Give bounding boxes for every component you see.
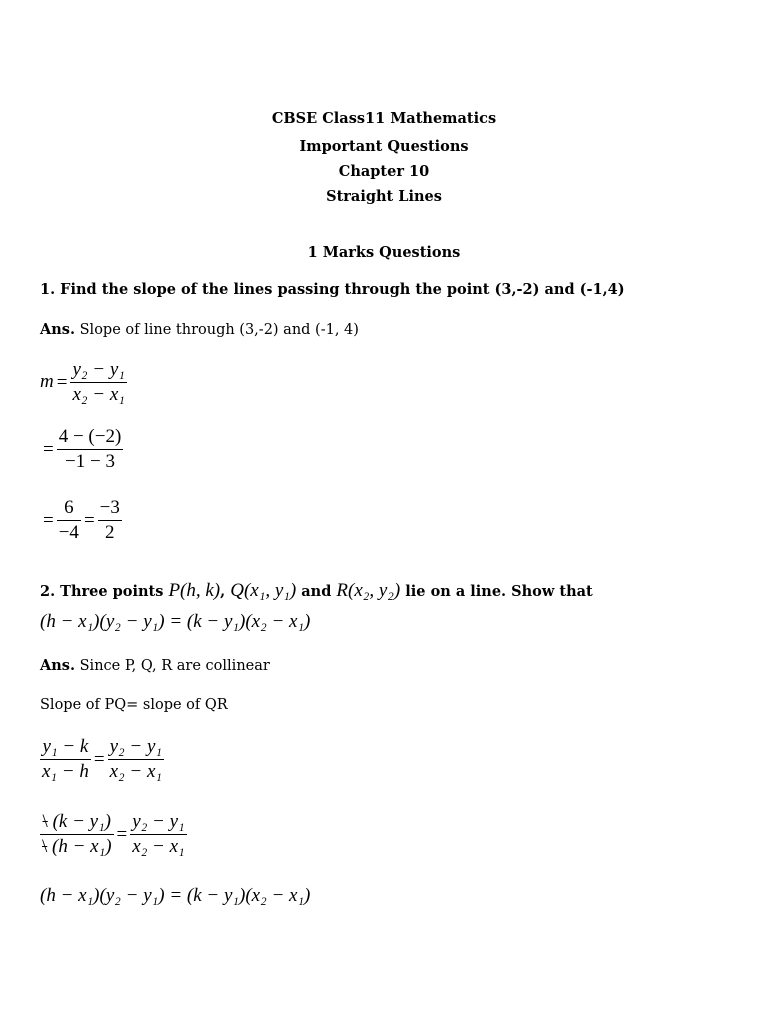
q2-result: (h − x₁)(y₂ − y₁) = (k − y₁)(x₂ − x₁) bbox=[40, 885, 311, 906]
slope-symbol: m bbox=[40, 370, 54, 392]
fraction: $\frac{4 - (-2)}{-1 - 3}$ bbox=[58, 426, 122, 472]
question-1: 1. Find the slope of the lines passing through the point (3,-2) and (-1,4) bbox=[40, 281, 625, 298]
fraction: $\frac{\text{\textbackslash{} (k − y₁)}}{\text{\textbackslash{} (h − x₁)}}$ bbox=[42, 811, 112, 857]
answer-2-intro bbox=[40, 657, 270, 674]
q1-step-2: = $\frac{4 - (-2)}{-1 - 3}$ bbox=[43, 426, 122, 472]
q2-step-1: $\frac{\text{y₁ − k}}{\text{x₁ − h}}$ = $\frac{\text{y₂ − y₁}}{\text{x₂ − x₁}}$ bbox=[42, 736, 162, 782]
chapter-label: Chapter 10 bbox=[338, 163, 430, 180]
q2-to-show: (h − x₁)(y₂ − y₁) = (k − y₁)(x₂ − x₁) bbox=[40, 611, 311, 632]
topic-label: Straight Lines bbox=[326, 188, 442, 205]
q1-step-1: m = $\frac{\text{y₂ − y₁}}{\text{x₂ − x₁}}$ bbox=[40, 359, 125, 405]
section-heading: 1 Marks Questions bbox=[307, 244, 461, 261]
fraction: $\frac{6}{-4}$ bbox=[58, 497, 79, 543]
point-q: Q(x₁, y₁) bbox=[230, 580, 297, 601]
q2-step-2: $\frac{\text{\textbackslash{} (k − y₁)}}{\text{\textbackslash{} (h − x₁)}}$ = $\frac{\text{y₂ − y₁}}{\text{x₂ − x₁}}$ bbox=[42, 811, 185, 857]
answer-1-intro bbox=[40, 321, 359, 338]
q1-step-3: = $\frac{6}{-4}$ = $\frac{-3}{2}$ bbox=[43, 497, 120, 543]
answer-text: Slope of line through (3,-2) and (-1, 4) bbox=[75, 322, 359, 338]
fraction: $\frac{\text{y₁ − k}}{\text{x₁ − h}}$ bbox=[42, 736, 89, 782]
doc-subtitle: Important Questions bbox=[299, 138, 469, 155]
answer-label: Ans. bbox=[40, 657, 76, 674]
answer-text: Since P, Q, R are collinear bbox=[75, 658, 270, 674]
question-2: 2. Three points P(h, k), Q(x₁, y₁) and R(x₂, y₂) lie on a line. Show that bbox=[40, 580, 593, 601]
slope-equality: Slope of PQ= slope of QR bbox=[40, 697, 228, 713]
point-r: R(x₂, y₂) bbox=[336, 580, 401, 601]
cancel-mark-icon: \ bbox=[42, 811, 48, 832]
fraction: $\frac{\text{y₂ − y₁}}{\text{x₂ − x₁}}$ bbox=[72, 359, 125, 405]
fraction: $\frac{-3}{2}$ bbox=[99, 497, 120, 543]
answer-label: Ans. bbox=[40, 321, 76, 338]
fraction: $\frac{\text{y₂ − y₁}}{\text{x₂ − x₁}}$ bbox=[109, 736, 162, 782]
doc-title: CBSE Class11 Mathematics bbox=[271, 110, 497, 127]
cancel-mark-icon: \ bbox=[42, 836, 48, 857]
fraction: $\frac{\text{y₂ − y₁}}{\text{x₂ − x₁}}$ bbox=[132, 811, 185, 857]
point-p: P(h, k) bbox=[168, 580, 221, 601]
